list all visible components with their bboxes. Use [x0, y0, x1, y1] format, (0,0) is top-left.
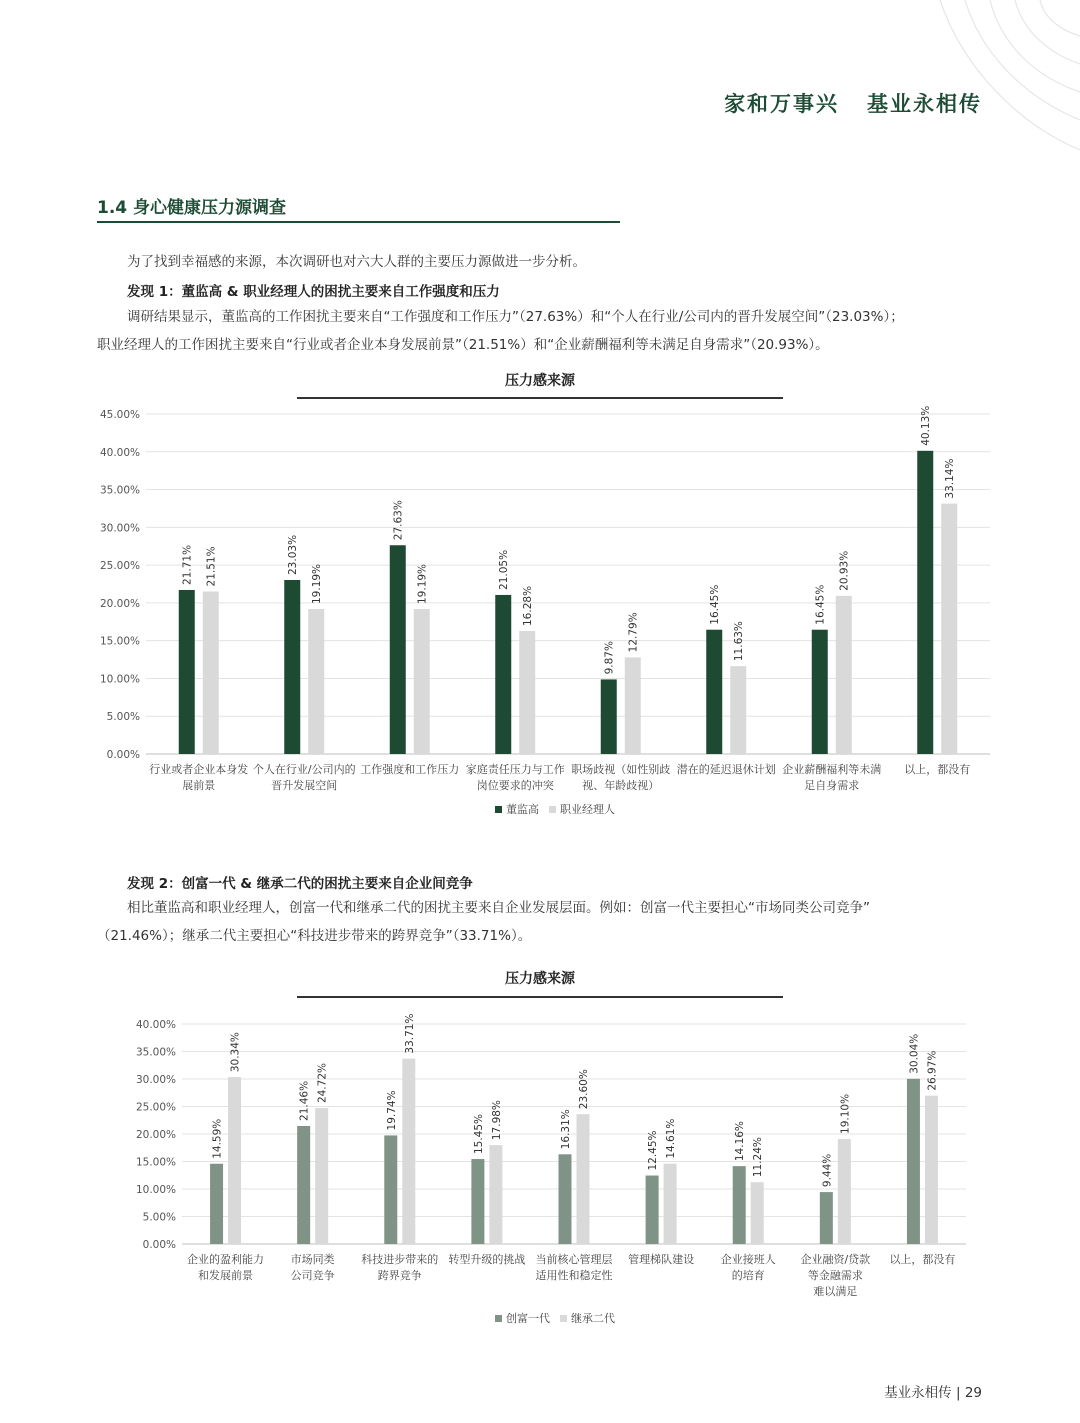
chart-2-data-label: 9.44%: [821, 1153, 834, 1188]
chart-1-title-rule: [297, 397, 783, 399]
chart-1-y-tick-label: 20.00%: [99, 597, 140, 610]
chart-1-bar-职业经理人-1: [308, 609, 324, 754]
chart-1-x-tick-label: 职场歧视（如性别歧: [571, 763, 671, 776]
chart-1-bar-董监高-3: [495, 595, 511, 754]
chart-2-title-rule: [297, 996, 783, 998]
chart-2-bar-创富一代-2: [384, 1135, 397, 1244]
chart-2-y-tick-label: 0.00%: [142, 1239, 176, 1251]
chart-2-bar-继承二代-5: [664, 1164, 677, 1244]
chart-1-y-tick-label: 25.00%: [99, 560, 140, 573]
chart-1-bar-职业经理人-2: [414, 609, 430, 754]
finding-2-title: 发现 2：创富一代 & 继承二代的困扰主要来自企业间竞争: [127, 876, 473, 892]
chart-1-data-label: 23.03%: [287, 534, 300, 575]
chart-2-bar-继承二代-4: [577, 1114, 590, 1244]
chart-2-data-label: 11.24%: [752, 1137, 765, 1178]
chart-1-y-tick-label: 35.00%: [99, 484, 140, 497]
finding-1-line-2: 职业经理人的工作困扰主要来自“行业或者企业本身发展前景”（21.51%）和“企业薪酬福利等未满足自身需求”（20.93%）。: [97, 337, 829, 353]
chart-2-bar-继承二代-1: [315, 1108, 328, 1244]
chart-2-data-label: 21.46%: [298, 1080, 311, 1121]
chart-2-bar-创富一代-1: [297, 1126, 310, 1244]
chart-1-data-label: 16.45%: [709, 584, 722, 625]
chart-2-x-tick-label: 跨界竞争: [377, 1269, 422, 1282]
chart-1-bar-董监高-1: [284, 580, 300, 754]
chart-2-x-tick-label: 以上，都没有: [889, 1253, 956, 1266]
chart-2-bar-创富一代-5: [646, 1176, 659, 1244]
chart-1-title: 压力感来源: [505, 373, 575, 389]
chart-2-x-tick-label: 企业接班人: [720, 1253, 776, 1266]
chart-2-bar-继承二代-0: [228, 1077, 241, 1244]
chart-1-y-tick-label: 40.00%: [99, 446, 140, 459]
chart-2-y-tick-label: 10.00%: [135, 1184, 176, 1196]
chart-2-x-tick-label: 公司竞争: [290, 1269, 335, 1282]
chart-1-x-tick-label: 企业薪酬福利等未满: [782, 763, 882, 776]
chart-1-legend-swatch-0: [495, 806, 502, 813]
chart-1-y-tick-label: 0.00%: [106, 749, 140, 761]
chart-1-bar-职业经理人-4: [625, 657, 641, 754]
chart-2-x-tick-label: 适用性和稳定性: [535, 1269, 613, 1282]
chart-2-data-label: 19.74%: [385, 1090, 398, 1131]
chart-2-data-label: 12.45%: [647, 1130, 660, 1171]
finding-1-title: 发现 1：董监高 & 职业经理人的困扰主要来自工作强度和压力: [127, 284, 500, 300]
chart-2-x-tick-label: 转型升级的挑战: [448, 1253, 526, 1266]
page-footer: 基业永相传 | 29: [884, 1385, 982, 1401]
chart-1-x-tick-label: 工作强度和工作压力: [360, 763, 460, 776]
chart-2-data-label: 14.59%: [211, 1118, 224, 1159]
chart-2-y-tick-label: 35.00%: [135, 1046, 176, 1059]
chart-1-x-tick-label: 视、年龄歧视）: [582, 779, 660, 792]
chart-2-bar-创富一代-6: [733, 1166, 746, 1244]
chart-2-x-tick-label: 企业融资/贷款: [800, 1253, 871, 1266]
chart-2-y-tick-label: 5.00%: [142, 1211, 176, 1224]
chart-2-data-label: 16.31%: [560, 1109, 572, 1150]
chart-1-x-tick-label: 岗位要求的冲突: [476, 779, 554, 792]
chart-1-legend-label-1: 职业经理人: [560, 803, 615, 816]
chart-1-x-tick-label: 展前景: [182, 779, 216, 792]
chart-2: [0, 1010, 1080, 1310]
chart-2-bar-创富一代-8: [907, 1079, 920, 1244]
chart-1-data-label: 16.45%: [814, 584, 827, 625]
chart-2-bar-创富一代-7: [820, 1192, 833, 1244]
chart-1-legend: [495, 801, 615, 817]
header-slogan: 家和万事兴 基业永相传: [724, 92, 982, 116]
chart-2-data-label: 14.61%: [665, 1118, 678, 1159]
chart-2-x-tick-label: 市场同类: [290, 1253, 335, 1266]
chart-1-x-tick-label: 个人在行业/公司内的: [252, 763, 356, 776]
chart-1-bar-董监高-5: [706, 630, 722, 754]
chart-2-x-tick-label: 科技进步带来的: [361, 1253, 439, 1266]
chart-2-bar-继承二代-6: [751, 1182, 764, 1244]
chart-1-x-tick-label: 潜在的延迟退休计划: [676, 763, 776, 776]
chart-1-data-label: 19.19%: [416, 563, 429, 605]
chart-2-legend-swatch-1: [560, 1315, 567, 1322]
chart-2-legend-swatch-0: [495, 1315, 502, 1322]
chart-2-y-tick-label: 25.00%: [135, 1101, 176, 1114]
chart-1-x-tick-label: 以上，都没有: [904, 763, 971, 776]
chart-1-x-tick-label: 行业或者企业本身发: [149, 763, 249, 776]
chart-1-data-label: 12.79%: [627, 612, 640, 653]
chart-1-legend-swatch-1: [549, 806, 556, 813]
chart-1-data-label: 21.05%: [498, 549, 511, 590]
chart-1-data-label: 11.63%: [733, 621, 746, 662]
chart-1-data-label: 19.19%: [311, 563, 324, 605]
chart-2-y-tick-label: 30.00%: [135, 1074, 176, 1086]
chart-1-bar-董监高-0: [179, 590, 195, 754]
chart-1-data-label: 40.13%: [920, 405, 933, 446]
chart-2-x-tick-label: 管理梯队建设: [628, 1253, 695, 1266]
chart-2-title: 压力感来源: [505, 971, 575, 987]
chart-2-bar-创富一代-4: [559, 1154, 572, 1244]
finding-2-line-2: （21.46%）；继承二代主要担心“科技进步带来的跨界竞争”（33.71%）。: [97, 928, 532, 944]
chart-2-x-tick-label: 的培育: [731, 1269, 765, 1282]
section-divider: [97, 221, 620, 223]
chart-2-x-tick-label: 当前核心管理层: [535, 1253, 613, 1266]
chart-1-x-tick-label: 晋升发展空间: [271, 779, 338, 792]
chart-1-data-label: 9.87%: [603, 641, 616, 675]
chart-2-x-tick-label: 等金融需求: [807, 1269, 863, 1282]
chart-1-y-tick-label: 5.00%: [106, 711, 140, 724]
chart-2-data-label: 30.04%: [908, 1033, 921, 1074]
finding-1-line-1: 调研结果显示，董监高的工作困扰主要来自“工作强度和工作压力”（27.63%）和“个人在行业/公司内的晋升发展空间”（23.03%）；: [127, 309, 904, 325]
chart-2-data-label: 30.34%: [229, 1032, 242, 1073]
chart-2-bar-创富一代-3: [471, 1159, 484, 1244]
chart-2-legend-label-0: 创富一代: [506, 1312, 550, 1325]
chart-2-data-label: 19.10%: [839, 1093, 852, 1134]
chart-2-x-tick-label: 企业的盈利能力: [187, 1253, 265, 1266]
chart-1: [0, 400, 1080, 800]
chart-1-data-label: 27.63%: [392, 500, 405, 541]
chart-1-y-tick-label: 10.00%: [99, 673, 140, 686]
chart-1-bar-职业经理人-3: [519, 631, 535, 754]
chart-2-bar-创富一代-0: [210, 1164, 223, 1244]
chart-2-bar-继承二代-2: [402, 1059, 415, 1244]
chart-1-x-tick-label: 家庭责任压力与工作: [465, 763, 565, 776]
chart-1-bar-董监高-7: [917, 451, 933, 754]
chart-1-legend-label-0: 董监高: [506, 803, 539, 816]
chart-1-bar-董监高-2: [390, 545, 406, 754]
section-title: 1.4 身心健康压力源调查: [97, 198, 287, 218]
chart-1-data-label: 20.93%: [838, 550, 851, 591]
chart-2-bar-继承二代-8: [925, 1096, 938, 1244]
chart-2-legend: [495, 1310, 615, 1326]
chart-2-bar-继承二代-7: [838, 1139, 851, 1244]
chart-2-data-label: 24.72%: [316, 1062, 329, 1104]
chart-1-y-tick-label: 45.00%: [99, 409, 140, 421]
chart-2-x-tick-label: 和发展前景: [198, 1269, 254, 1282]
chart-2-data-label: 33.71%: [403, 1013, 416, 1054]
chart-2-y-tick-label: 40.00%: [135, 1019, 176, 1031]
chart-1-bar-职业经理人-7: [941, 504, 957, 754]
chart-2-data-label: 26.97%: [926, 1050, 939, 1091]
chart-2-legend-label-1: 继承二代: [571, 1312, 615, 1325]
chart-1-bar-董监高-6: [812, 630, 828, 754]
chart-1-data-label: 21.51%: [205, 546, 218, 587]
chart-1-x-tick-label: 足自身需求: [804, 779, 860, 792]
chart-1-bar-职业经理人-5: [730, 666, 746, 754]
chart-2-data-label: 15.45%: [472, 1113, 485, 1155]
chart-1-bar-职业经理人-6: [836, 596, 852, 754]
chart-2-x-tick-label: 难以满足: [813, 1285, 858, 1298]
finding-2-line-1: 相比董监高和职业经理人，创富一代和继承二代的困扰主要来自企业发展层面。例如：创富一代主要担心“市场同类公司竞争”: [127, 900, 870, 916]
chart-1-bar-董监高-4: [601, 679, 617, 754]
chart-2-y-tick-label: 20.00%: [135, 1129, 176, 1141]
chart-1-bar-职业经理人-0: [203, 591, 219, 754]
chart-1-data-label: 21.71%: [181, 544, 194, 585]
chart-1-data-label: 33.14%: [944, 458, 957, 499]
chart-1-y-tick-label: 15.00%: [99, 635, 140, 648]
chart-2-data-label: 17.98%: [490, 1100, 503, 1141]
chart-1-data-label: 16.28%: [522, 585, 535, 626]
chart-2-data-label: 14.16%: [734, 1121, 747, 1162]
chart-1-y-tick-label: 30.00%: [99, 522, 140, 535]
chart-2-bar-继承二代-3: [489, 1145, 502, 1244]
chart-2-data-label: 23.60%: [578, 1069, 590, 1110]
chart-2-y-tick-label: 15.00%: [135, 1156, 176, 1169]
intro-paragraph: 为了找到幸福感的来源，本次调研也对六大人群的主要压力源做进一步分析。: [127, 254, 586, 270]
